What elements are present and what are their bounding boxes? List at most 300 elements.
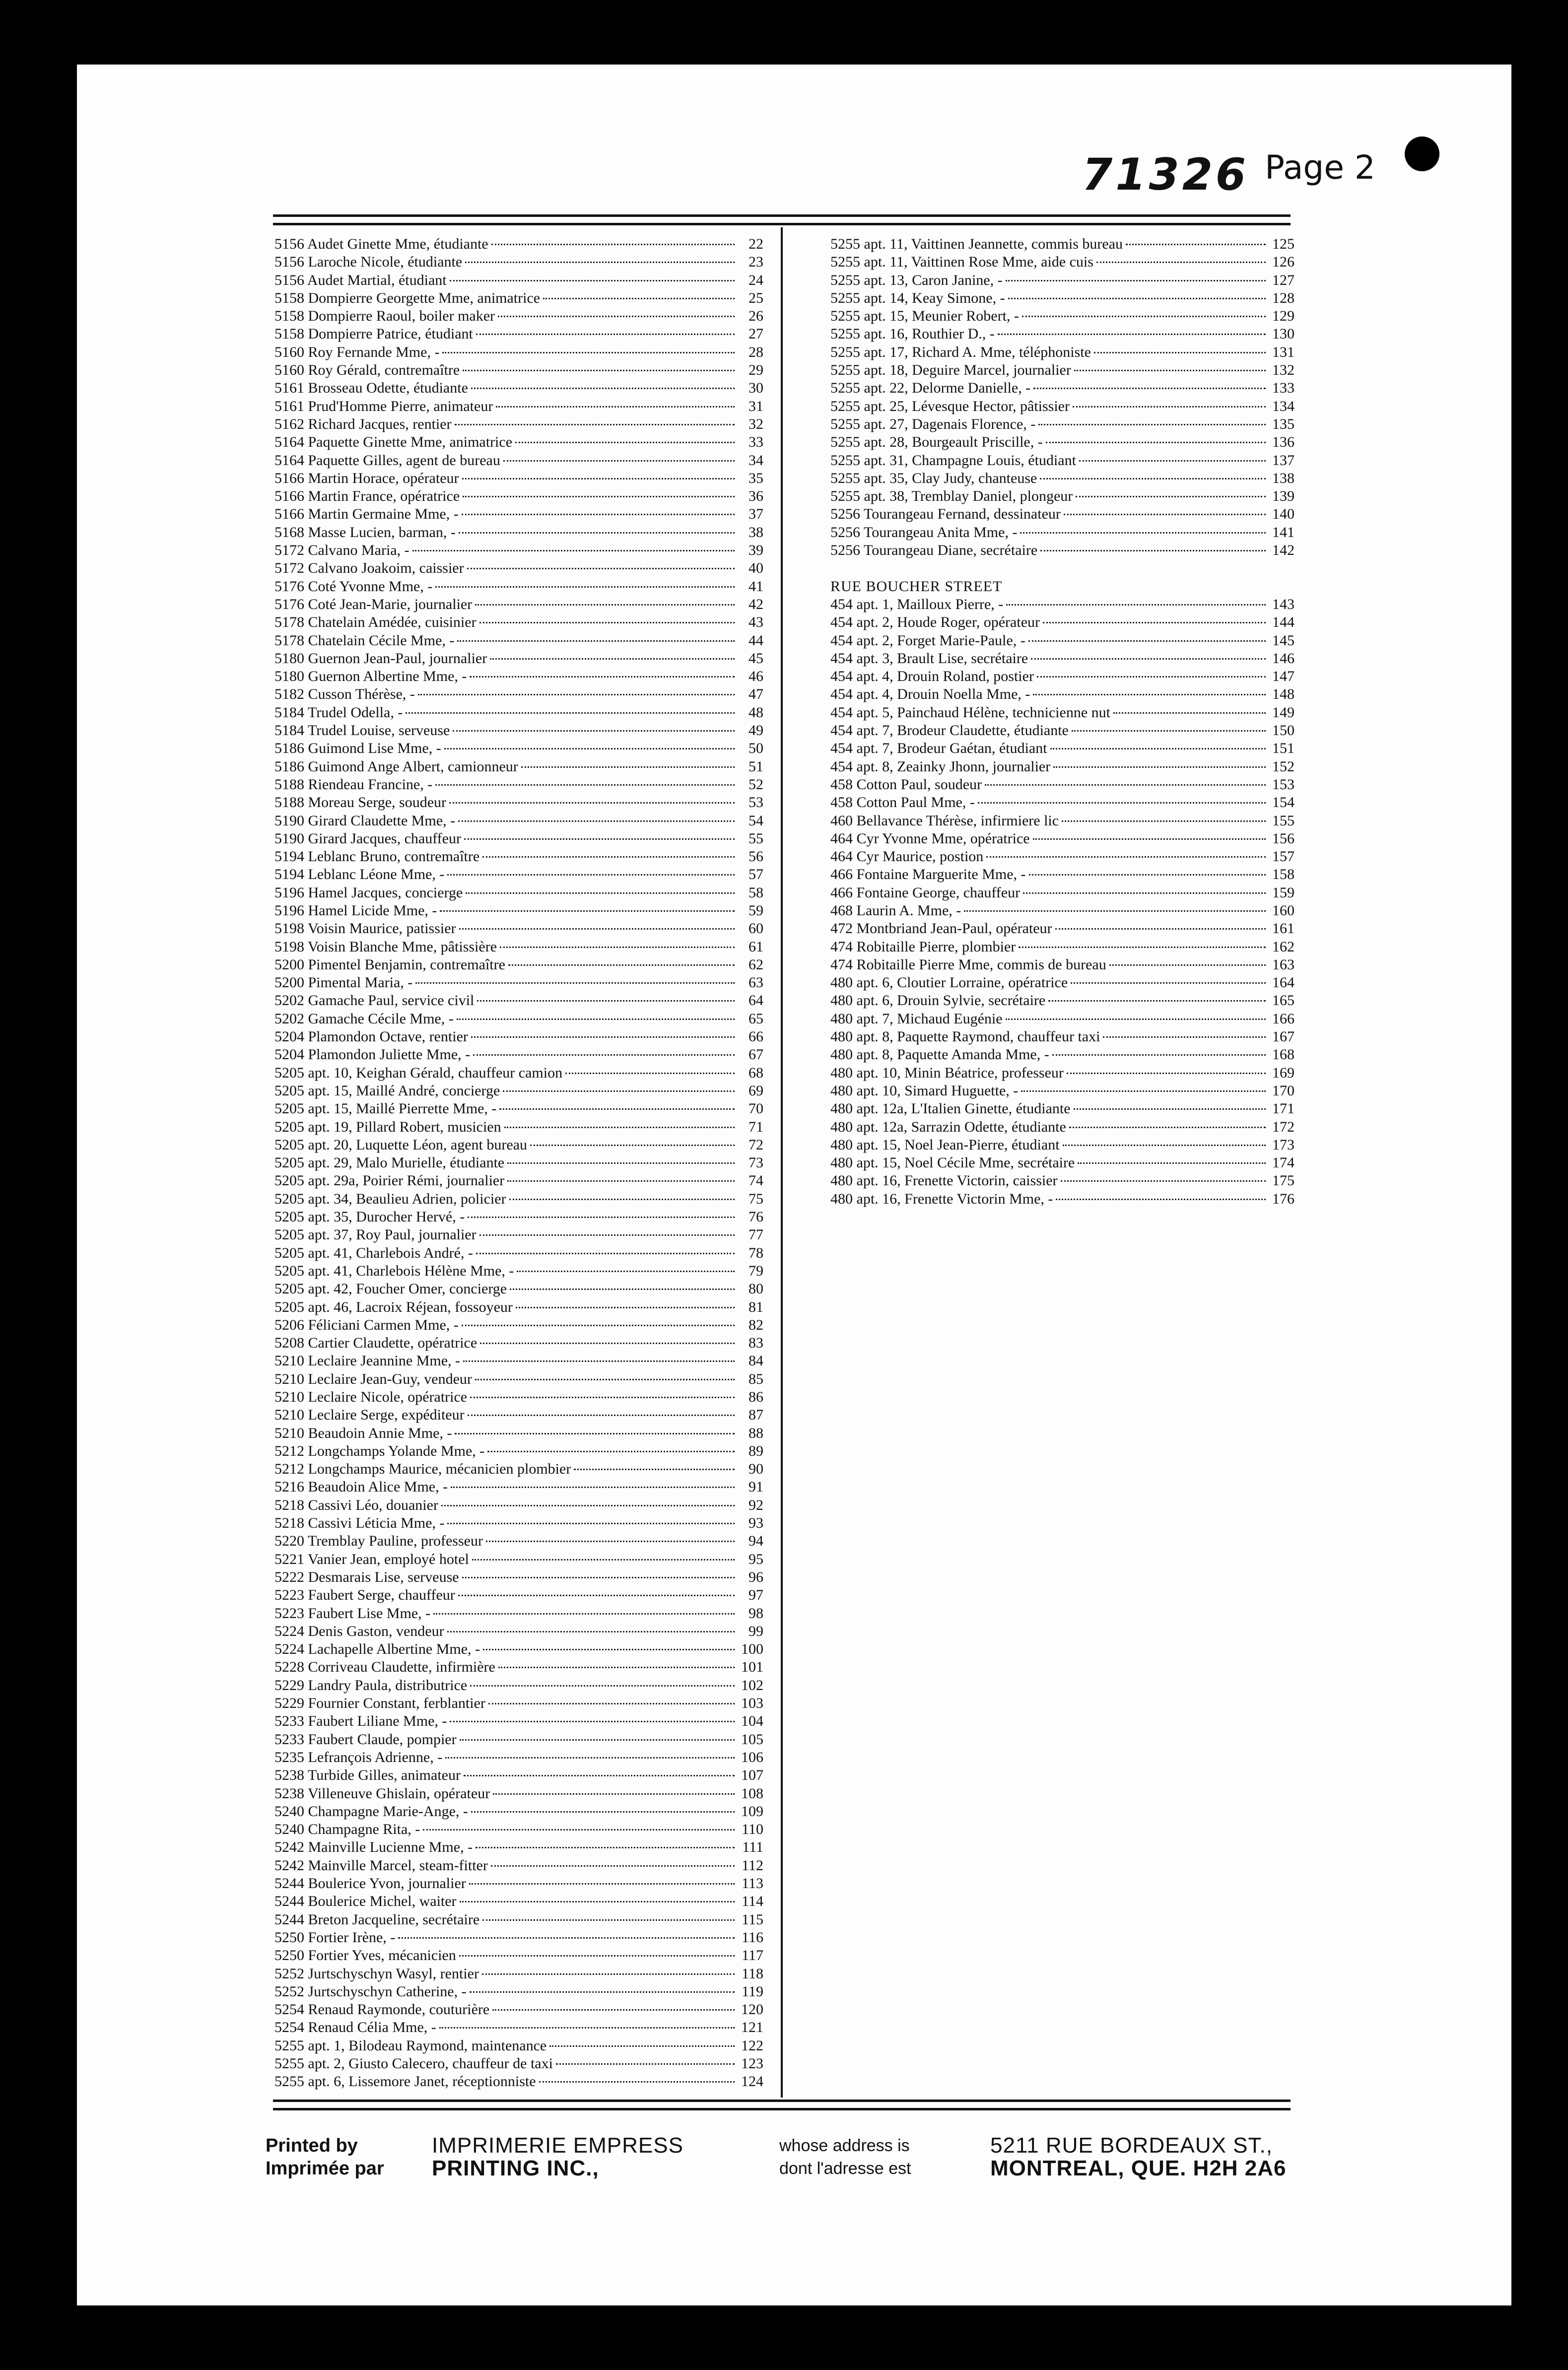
directory-entry bbox=[274, 848, 763, 866]
entry-number: 88 bbox=[749, 1424, 763, 1441]
entry-text: 464 Cyr Maurice, postion bbox=[830, 848, 984, 865]
entry-text: 5166 Martin Germaine Mme, - bbox=[274, 506, 459, 523]
entry-text: 5178 Chatelain Cécile Mme, - bbox=[274, 632, 455, 649]
entry-number: 122 bbox=[741, 2037, 763, 2054]
dot-leader bbox=[1033, 838, 1266, 840]
entry-number: 168 bbox=[1272, 1046, 1295, 1063]
dot-leader bbox=[439, 2027, 735, 2029]
entry-text: 464 Cyr Yvonne Mme, opératrice bbox=[830, 830, 1030, 847]
entry-text: 5160 Roy Gérald, contremaître bbox=[274, 362, 460, 379]
entry-text: 454 apt. 7, Brodeur Gaétan, étudiant bbox=[830, 740, 1047, 757]
directory-entry bbox=[274, 1136, 763, 1154]
entry-number: 95 bbox=[749, 1551, 763, 1567]
dot-leader bbox=[412, 550, 735, 551]
dot-leader bbox=[985, 784, 1266, 786]
directory-entry bbox=[274, 415, 763, 433]
entry-number: 126 bbox=[1272, 254, 1295, 271]
directory-entry bbox=[274, 740, 763, 757]
directory-entry bbox=[830, 1172, 1295, 1190]
entry-text: 458 Cotton Paul Mme, - bbox=[830, 794, 975, 811]
directory-entry bbox=[274, 433, 763, 451]
entry-text: 5186 Guimond Ange Albert, camionneur bbox=[274, 758, 518, 775]
directory-entry bbox=[830, 1100, 1295, 1118]
entry-text: 454 apt. 8, Zeainky Jhonn, journalier bbox=[830, 758, 1051, 775]
directory-entry bbox=[274, 1803, 763, 1821]
entry-number: 84 bbox=[749, 1353, 763, 1369]
entry-number: 127 bbox=[1272, 271, 1295, 288]
entry-text: 5255 apt. 11, Vaittinen Rose Mme, aide cuis bbox=[830, 254, 1093, 271]
directory-entry bbox=[830, 920, 1295, 938]
dot-leader bbox=[1022, 316, 1266, 317]
dot-leader bbox=[458, 1595, 735, 1596]
entry-text: 474 Robitaille Pierre Mme, commis de bureau bbox=[830, 956, 1106, 973]
dot-leader bbox=[1103, 1036, 1266, 1038]
right-column-entries-top bbox=[830, 235, 1295, 559]
entry-text: 5176 Coté Jean-Marie, journalier bbox=[274, 596, 473, 612]
entry-text: 5255 apt. 17, Richard A. Mme, téléphoniste bbox=[830, 343, 1091, 360]
entry-text: 5229 Fournier Constant, ferblantier bbox=[274, 1695, 485, 1712]
directory-entry bbox=[274, 1965, 763, 1983]
dot-leader bbox=[470, 1685, 735, 1687]
entry-number: 82 bbox=[749, 1316, 763, 1333]
directory-entry bbox=[274, 776, 763, 794]
entry-number: 90 bbox=[749, 1461, 763, 1478]
entry-number: 115 bbox=[742, 1911, 763, 1928]
entry-text: 5176 Coté Yvonne Mme, - bbox=[274, 578, 433, 595]
directory-entry bbox=[274, 1749, 763, 1766]
entry-text: 472 Montbriand Jean-Paul, opérateur bbox=[830, 920, 1052, 937]
entry-text: 5166 Martin Horace, opérateur bbox=[274, 470, 459, 486]
entry-text: 458 Cotton Paul, soudeur bbox=[830, 776, 982, 793]
entry-number: 157 bbox=[1272, 848, 1295, 865]
printer-name-block bbox=[432, 2134, 683, 2180]
entry-text: 5180 Guernon Albertine Mme, - bbox=[274, 668, 467, 685]
dot-leader bbox=[465, 262, 735, 263]
entry-number: 25 bbox=[749, 289, 763, 306]
entry-number: 57 bbox=[749, 866, 763, 883]
entry-number: 103 bbox=[741, 1695, 763, 1712]
directory-entry bbox=[830, 433, 1295, 451]
entry-text: 5223 Faubert Lise Mme, - bbox=[274, 1605, 431, 1622]
entry-text: 5164 Paquette Gilles, agent de bureau bbox=[274, 452, 500, 469]
entry-text: 5205 apt. 34, Beaulieu Adrien, policier bbox=[274, 1190, 506, 1207]
directory-entry bbox=[830, 830, 1295, 848]
directory-entry bbox=[830, 415, 1295, 433]
directory-entry bbox=[274, 505, 763, 523]
entry-number: 156 bbox=[1272, 830, 1295, 847]
entry-text: 5178 Chatelain Amédée, cuisinier bbox=[274, 614, 477, 631]
dot-leader bbox=[483, 1649, 735, 1650]
entry-number: 108 bbox=[741, 1785, 763, 1802]
entry-text: 5212 Longchamps Yolande Mme, - bbox=[274, 1442, 485, 1459]
entry-text: 5250 Fortier Yves, mécanicien bbox=[274, 1947, 456, 1964]
directory-entry bbox=[274, 1947, 763, 1964]
directory-entry bbox=[274, 1424, 763, 1442]
dot-leader bbox=[475, 1379, 735, 1380]
directory-entry bbox=[274, 704, 763, 722]
dot-leader bbox=[463, 496, 735, 497]
entry-text: 454 apt. 7, Brodeur Claudette, étudiante bbox=[830, 722, 1069, 739]
entry-text: 5222 Desmarais Lise, serveuse bbox=[274, 1568, 459, 1585]
directory-entry bbox=[274, 2055, 763, 2073]
directory-entry bbox=[830, 758, 1295, 776]
directory-entry bbox=[830, 542, 1295, 559]
entry-number: 50 bbox=[749, 740, 763, 757]
directory-entry bbox=[274, 379, 763, 397]
entry-number: 136 bbox=[1272, 434, 1295, 451]
directory-entry bbox=[274, 1280, 763, 1298]
dot-leader bbox=[479, 1234, 735, 1236]
dot-leader bbox=[470, 676, 735, 677]
dot-leader bbox=[476, 1253, 735, 1254]
directory-entry bbox=[830, 613, 1295, 631]
directory-entry bbox=[274, 1712, 763, 1730]
entry-number: 74 bbox=[749, 1172, 763, 1189]
right-column-entries-bottom bbox=[830, 596, 1295, 1208]
directory-entry bbox=[274, 1857, 763, 1875]
dot-leader bbox=[1063, 1145, 1266, 1146]
entry-number: 134 bbox=[1272, 398, 1295, 414]
dot-leader bbox=[1043, 622, 1266, 623]
entry-text: 5240 Champagne Rita, - bbox=[274, 1821, 420, 1838]
directory-entry bbox=[274, 938, 763, 956]
dot-leader bbox=[457, 640, 735, 642]
directory-entry bbox=[830, 1064, 1295, 1082]
dot-leader bbox=[447, 1631, 735, 1632]
directory-entry bbox=[274, 1551, 763, 1568]
directory-entry bbox=[274, 1875, 763, 1893]
dot-leader bbox=[455, 424, 735, 425]
entry-text: 5172 Calvano Maria, - bbox=[274, 542, 409, 559]
entry-text: 454 apt. 4, Drouin Roland, postier bbox=[830, 668, 1034, 685]
entry-text: 5244 Breton Jacqueline, secrétaire bbox=[274, 1911, 480, 1928]
dot-leader bbox=[507, 1162, 735, 1164]
entry-number: 97 bbox=[749, 1587, 763, 1604]
directory-entry bbox=[830, 1190, 1295, 1208]
entry-number: 112 bbox=[742, 1857, 763, 1874]
directory-entry bbox=[274, 1478, 763, 1496]
entry-number: 147 bbox=[1272, 668, 1295, 685]
entry-number: 140 bbox=[1272, 506, 1295, 523]
entry-text: 5196 Hamel Licide Mme, - bbox=[274, 902, 437, 919]
dot-leader bbox=[504, 1127, 735, 1128]
entry-number: 89 bbox=[749, 1442, 763, 1459]
address-label-fr: dont l'adresse est bbox=[779, 2159, 911, 2178]
entry-number: 104 bbox=[741, 1713, 763, 1730]
entry-number: 101 bbox=[741, 1659, 763, 1676]
dot-leader bbox=[451, 1487, 735, 1488]
entry-number: 144 bbox=[1272, 614, 1295, 631]
directory-entry bbox=[830, 812, 1295, 830]
dot-leader bbox=[472, 1559, 735, 1560]
printer-line-1: IMPRIMERIE EMPRESS bbox=[432, 2133, 683, 2158]
entry-number: 66 bbox=[749, 1028, 763, 1045]
registration-dot bbox=[1405, 136, 1439, 171]
dot-leader bbox=[1079, 460, 1266, 462]
dot-leader bbox=[1033, 388, 1266, 389]
entry-number: 42 bbox=[749, 596, 763, 612]
directory-entry bbox=[830, 361, 1295, 379]
right-column bbox=[830, 235, 1295, 1208]
directory-entry bbox=[274, 325, 763, 343]
directory-entry bbox=[830, 902, 1295, 920]
dot-leader bbox=[423, 1829, 735, 1830]
dot-leader bbox=[1071, 982, 1266, 984]
directory-entry bbox=[274, 559, 763, 577]
directory-entry bbox=[274, 524, 763, 542]
directory-entry bbox=[274, 632, 763, 650]
entry-number: 173 bbox=[1272, 1136, 1295, 1153]
entry-text: 5238 Villeneuve Ghislain, opérateur bbox=[274, 1785, 490, 1802]
address-label-en: whose address is bbox=[779, 2136, 910, 2155]
dot-leader bbox=[556, 2063, 735, 2065]
directory-entry bbox=[274, 1677, 763, 1694]
entry-text: 5158 Dompierre Patrice, étudiant bbox=[274, 326, 473, 342]
entry-number: 170 bbox=[1272, 1082, 1295, 1099]
dot-leader bbox=[543, 298, 735, 299]
dot-leader bbox=[445, 1757, 735, 1759]
entry-text: 480 apt. 6, Cloutier Lorraine, opératrice bbox=[830, 974, 1068, 991]
directory-entry bbox=[830, 271, 1295, 289]
entry-number: 64 bbox=[749, 992, 763, 1009]
entry-number: 78 bbox=[749, 1244, 763, 1261]
dot-leader bbox=[498, 1667, 735, 1668]
entry-number: 54 bbox=[749, 812, 763, 829]
entry-text: 5188 Moreau Serge, soudeur bbox=[274, 794, 447, 811]
dot-leader bbox=[509, 1199, 735, 1200]
directory-entry bbox=[830, 1046, 1295, 1064]
directory-entry bbox=[274, 1514, 763, 1532]
entry-text: 5210 Leclaire Serge, expéditeur bbox=[274, 1407, 465, 1423]
directory-entry bbox=[830, 992, 1295, 1010]
dot-leader bbox=[510, 1288, 735, 1290]
directory-entry bbox=[830, 704, 1295, 722]
entry-text: 5255 apt. 25, Lévesque Hector, pâtissier bbox=[830, 398, 1070, 414]
directory-entry bbox=[274, 1118, 763, 1136]
directory-entry bbox=[274, 1406, 763, 1424]
entry-number: 159 bbox=[1272, 884, 1295, 901]
entry-number: 91 bbox=[749, 1479, 763, 1495]
entry-number: 174 bbox=[1272, 1154, 1295, 1171]
entry-number: 113 bbox=[742, 1875, 763, 1892]
dot-leader bbox=[480, 1343, 735, 1344]
directory-entry bbox=[274, 1640, 763, 1658]
entry-text: 5233 Faubert Liliane Mme, - bbox=[274, 1713, 447, 1730]
entry-number: 76 bbox=[749, 1209, 763, 1225]
entry-number: 158 bbox=[1272, 866, 1295, 883]
directory-entry bbox=[830, 632, 1295, 650]
dot-leader bbox=[486, 1541, 735, 1542]
entry-text: 5250 Fortier Irène, - bbox=[274, 1929, 396, 1946]
entry-text: 5205 apt. 29a, Poirier Rémi, journalier bbox=[274, 1172, 505, 1189]
entry-number: 172 bbox=[1272, 1118, 1295, 1135]
entry-number: 93 bbox=[749, 1515, 763, 1532]
entry-number: 119 bbox=[742, 1983, 763, 2000]
dot-leader bbox=[500, 947, 735, 948]
dot-leader bbox=[459, 532, 735, 534]
dot-leader bbox=[1006, 280, 1266, 281]
directory-entry bbox=[274, 361, 763, 379]
dot-leader bbox=[1033, 694, 1266, 695]
entry-text: 5166 Martin France, opératrice bbox=[274, 488, 460, 505]
dot-leader bbox=[499, 1108, 735, 1110]
directory-entry bbox=[274, 470, 763, 487]
address-label-block bbox=[779, 2134, 911, 2180]
dot-leader bbox=[498, 316, 735, 317]
entry-text: 5202 Gamache Paul, service civil bbox=[274, 992, 475, 1009]
directory-entry bbox=[274, 2073, 763, 2091]
entry-text: 5255 apt. 27, Dagenais Florence, - bbox=[830, 415, 1036, 432]
dot-leader bbox=[1072, 730, 1266, 732]
dot-leader bbox=[464, 838, 735, 840]
entry-text: 5172 Calvano Joakoim, caissier bbox=[274, 560, 464, 577]
directory-entry bbox=[830, 1028, 1295, 1046]
entry-text: 468 Laurin A. Mme, - bbox=[830, 902, 961, 919]
entry-number: 30 bbox=[749, 380, 763, 397]
entry-number: 107 bbox=[741, 1767, 763, 1784]
dot-leader bbox=[574, 1469, 735, 1470]
entry-number: 169 bbox=[1272, 1064, 1295, 1081]
directory-entry bbox=[830, 253, 1295, 271]
directory-entry bbox=[274, 1658, 763, 1676]
directory-entry bbox=[830, 776, 1295, 794]
entry-number: 120 bbox=[741, 2001, 763, 2018]
dot-leader bbox=[469, 1883, 735, 1885]
directory-entry bbox=[830, 740, 1295, 757]
entry-text: 5196 Hamel Jacques, concierge bbox=[274, 884, 463, 901]
entry-number: 75 bbox=[749, 1190, 763, 1207]
dot-leader bbox=[1040, 478, 1266, 479]
dot-leader bbox=[487, 1451, 735, 1452]
entry-number: 133 bbox=[1272, 380, 1295, 397]
entry-text: 5221 Vanier Jean, employé hotel bbox=[274, 1551, 469, 1567]
entry-text: 454 apt. 5, Painchaud Hélène, technicienne nut bbox=[830, 704, 1110, 721]
entry-number: 37 bbox=[749, 506, 763, 523]
dot-leader bbox=[491, 1865, 735, 1867]
directory-entry bbox=[274, 253, 763, 271]
dot-leader bbox=[447, 874, 735, 876]
entry-text: 5180 Guernon Jean-Paul, journalier bbox=[274, 650, 487, 667]
dot-leader bbox=[503, 460, 735, 462]
dot-leader bbox=[539, 2081, 735, 2083]
dot-leader bbox=[1076, 496, 1266, 497]
dot-leader bbox=[463, 1360, 735, 1362]
entry-text: 5190 Girard Claudette Mme, - bbox=[274, 812, 456, 829]
entry-text: 5205 apt. 41, Charlebois Hélène Mme, - bbox=[274, 1262, 514, 1279]
directory-entry bbox=[830, 866, 1295, 883]
entry-text: 5255 apt. 28, Bourgeault Priscille, - bbox=[830, 434, 1043, 451]
entry-text: 480 apt. 16, Frenette Victorin, caissier bbox=[830, 1172, 1058, 1189]
entry-number: 150 bbox=[1272, 722, 1295, 739]
entry-text: 5238 Turbide Gilles, animateur bbox=[274, 1767, 461, 1784]
entry-text: 5198 Voisin Blanche Mme, pâtissière bbox=[274, 938, 497, 955]
directory-entry bbox=[274, 956, 763, 974]
directory-entry bbox=[830, 487, 1295, 505]
directory-entry bbox=[274, 812, 763, 830]
dot-leader bbox=[468, 1415, 735, 1416]
entry-text: 5182 Cusson Thérèse, - bbox=[274, 686, 415, 703]
directory-entry bbox=[274, 289, 763, 307]
directory-entry bbox=[274, 2001, 763, 2019]
dot-leader bbox=[530, 1145, 735, 1146]
dot-leader bbox=[449, 802, 735, 804]
entry-text: 466 Fontaine George, chauffeur bbox=[830, 884, 1021, 901]
dot-leader bbox=[467, 568, 735, 569]
entry-text: 5184 Trudel Odella, - bbox=[274, 704, 403, 721]
dot-leader bbox=[462, 514, 735, 515]
directory-entry bbox=[274, 830, 763, 848]
entry-number: 24 bbox=[749, 271, 763, 288]
directory-entry bbox=[274, 1010, 763, 1028]
dot-leader bbox=[1061, 1180, 1266, 1182]
entry-number: 35 bbox=[749, 470, 763, 486]
dot-leader bbox=[450, 280, 735, 281]
dot-leader bbox=[508, 964, 735, 966]
entry-number: 131 bbox=[1272, 343, 1295, 360]
dot-leader bbox=[453, 730, 735, 732]
directory-entry bbox=[830, 470, 1295, 487]
dot-leader bbox=[964, 910, 1266, 912]
entry-number: 86 bbox=[749, 1389, 763, 1405]
entry-number: 46 bbox=[749, 668, 763, 685]
entry-text: 5218 Cassivi Léo, douanier bbox=[274, 1496, 438, 1513]
entry-text: 466 Fontaine Marguerite Mme, - bbox=[830, 866, 1026, 883]
directory-entry bbox=[274, 1316, 763, 1334]
entry-text: 5204 Plamondon Juliette Mme, - bbox=[274, 1046, 471, 1063]
dot-leader bbox=[565, 1073, 735, 1074]
entry-number: 51 bbox=[749, 758, 763, 775]
entry-text: 5205 apt. 35, Durocher Hervé, - bbox=[274, 1209, 465, 1225]
directory-entry bbox=[274, 271, 763, 289]
entry-text: 5233 Faubert Claude, pompier bbox=[274, 1731, 457, 1748]
entry-number: 102 bbox=[741, 1677, 763, 1693]
entry-text: 5244 Boulerice Yvon, journalier bbox=[274, 1875, 466, 1892]
dot-leader bbox=[496, 406, 735, 407]
directory-entry bbox=[274, 1893, 763, 1910]
directory-entry bbox=[274, 1911, 763, 1929]
dot-leader bbox=[1074, 370, 1266, 371]
entry-text: 480 apt. 10, Simard Huguette, - bbox=[830, 1082, 1019, 1099]
entry-number: 69 bbox=[749, 1082, 763, 1099]
entry-number: 100 bbox=[741, 1641, 763, 1658]
entry-text: 5255 apt. 16, Routhier D., - bbox=[830, 326, 995, 342]
directory-entry bbox=[830, 325, 1295, 343]
entry-text: 5224 Lachapelle Albertine Mme, - bbox=[274, 1641, 480, 1658]
dot-leader bbox=[503, 1090, 735, 1092]
entry-text: 5156 Audet Ginette Mme, étudiante bbox=[274, 236, 488, 252]
directory-entry bbox=[274, 1586, 763, 1604]
directory-entry bbox=[830, 1136, 1295, 1154]
entry-text: 480 apt. 16, Frenette Victorin Mme, - bbox=[830, 1190, 1053, 1207]
directory-entry bbox=[830, 938, 1295, 956]
entry-text: 5188 Riendeau Francine, - bbox=[274, 776, 433, 793]
dot-leader bbox=[1038, 424, 1266, 425]
dot-leader bbox=[475, 604, 735, 606]
dot-leader bbox=[1029, 874, 1266, 876]
directory-entry bbox=[274, 650, 763, 668]
entry-text: 5205 apt. 41, Charlebois André, - bbox=[274, 1244, 473, 1261]
dot-leader bbox=[1056, 1199, 1266, 1200]
entry-text: 5160 Roy Fernande Mme, - bbox=[274, 343, 440, 360]
dot-leader bbox=[1037, 676, 1266, 677]
entry-number: 98 bbox=[749, 1605, 763, 1622]
dot-leader bbox=[482, 856, 735, 858]
entry-text: 5205 apt. 15, Maillé Pierrette Mme, - bbox=[274, 1100, 497, 1117]
entry-number: 43 bbox=[749, 614, 763, 631]
dot-leader bbox=[418, 694, 735, 695]
entry-text: 5255 apt. 31, Champagne Louis, étudiant bbox=[830, 452, 1076, 469]
dot-leader bbox=[470, 1397, 735, 1398]
